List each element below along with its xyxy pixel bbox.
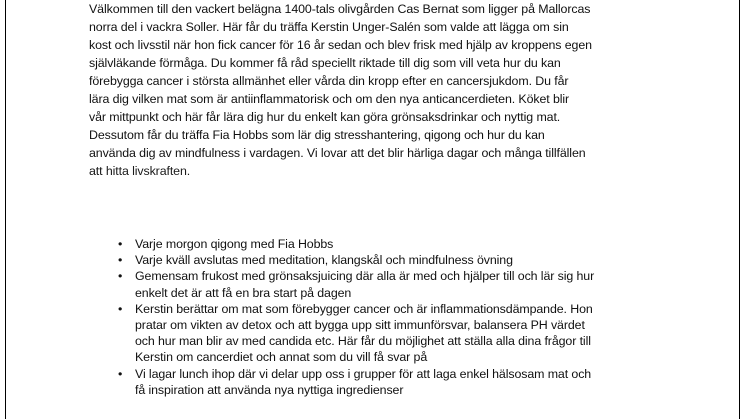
bullet-item-kerstin-talk: [118, 301, 658, 366]
intro-line: lära dig vilken mat som är antiinflammatorisk och om den nya anticancerdieten. Köket blir: [89, 92, 570, 106]
page-border-right: [739, 0, 740, 419]
bullet-line: och hur man blir av med candida etc. Här får du möjlighet att ställa alla dina frågor till: [135, 334, 591, 349]
bullet-line: Varje morgon qigong med Fia Hobbs: [135, 237, 334, 251]
bullet-line: pratar om vikten av detox och att bygga upp sitt immunförsvar, balansera PH värdet: [135, 318, 585, 333]
intro-line: använda dig av mindfulness i vardagen. Vi lovar att det blir härliga dagar och många tillfällen: [89, 146, 586, 160]
bullet-line: enkelt det är att få en bra start på dagen: [135, 285, 352, 300]
intro-line: förebygga cancer i största allmänhet eller vårda din kropp efter en cancersjukdom. Du får: [89, 74, 569, 88]
intro-last-line-prefix: att: [89, 164, 106, 178]
intro-line: norra del i vackra Soller. Här får du träffa Kerstin Unger-Salén som valde att lägga om sin: [89, 20, 569, 34]
intro-last-line: [89, 162, 679, 180]
page-border-left: [5, 0, 6, 419]
bullet-marker: •: [118, 269, 123, 284]
bullet-marker: •: [118, 301, 123, 316]
bullet-item-lunch-together: [118, 366, 658, 398]
intro-line: kost och livsstil när hon fick cancer för 16 år sedan och blev frisk med hjälp av kroppens egen: [89, 38, 592, 52]
bullet-item-morning-qigong: [118, 236, 658, 252]
bullet-marker: •: [118, 366, 123, 381]
program-bullet-list: [118, 236, 658, 398]
bullet-item-evening-meditation: [118, 252, 658, 268]
bullet-item-breakfast-juicing: [118, 268, 658, 300]
intro-line: självläkande förmåga. Du kommer få råd speciellt riktade till dig som vill veta hur du kan: [89, 56, 561, 70]
intro-line: Dessutom får du träffa Fia Hobbs som lär dig stresshantering, qigong och hur du kan: [89, 128, 545, 142]
bullet-marker: •: [118, 237, 123, 251]
bullet-line: få inspiration att använda nya nyttiga ingredienser: [135, 382, 404, 397]
intro-paragraph: [89, 0, 679, 180]
bullet-line: Gemensam frukost med grönsaksjuicing där alla är med och hjälper till och lär sig hur: [135, 269, 595, 284]
hitta-livskraften-link[interactable]: hitta livskraften.: [105, 164, 191, 178]
bullet-line: Kerstin om cancerdiet och annat som du vill få svar på: [135, 350, 428, 365]
bullet-line: Varje kväll avslutas med meditation, klangskål och mindfulness övning: [135, 253, 513, 268]
intro-line: Välkommen till den vackert belägna 1400-tals olivgården Cas Bernat som ligger på Mallorcas: [89, 2, 591, 16]
bullet-marker: •: [118, 253, 123, 268]
bullet-line: Vi lagar lunch ihop där vi delar upp oss i grupper för att laga enkel hälsosam mat och: [135, 366, 592, 381]
bullet-line: Kerstin berättar om mat som förebygger cancer och är inflammationsdämpande. Hon: [135, 301, 593, 316]
intro-line: vår mittpunkt och här får lära dig hur du enkelt kan göra grönsaksdrinkar och nyttig mat.: [89, 110, 561, 124]
